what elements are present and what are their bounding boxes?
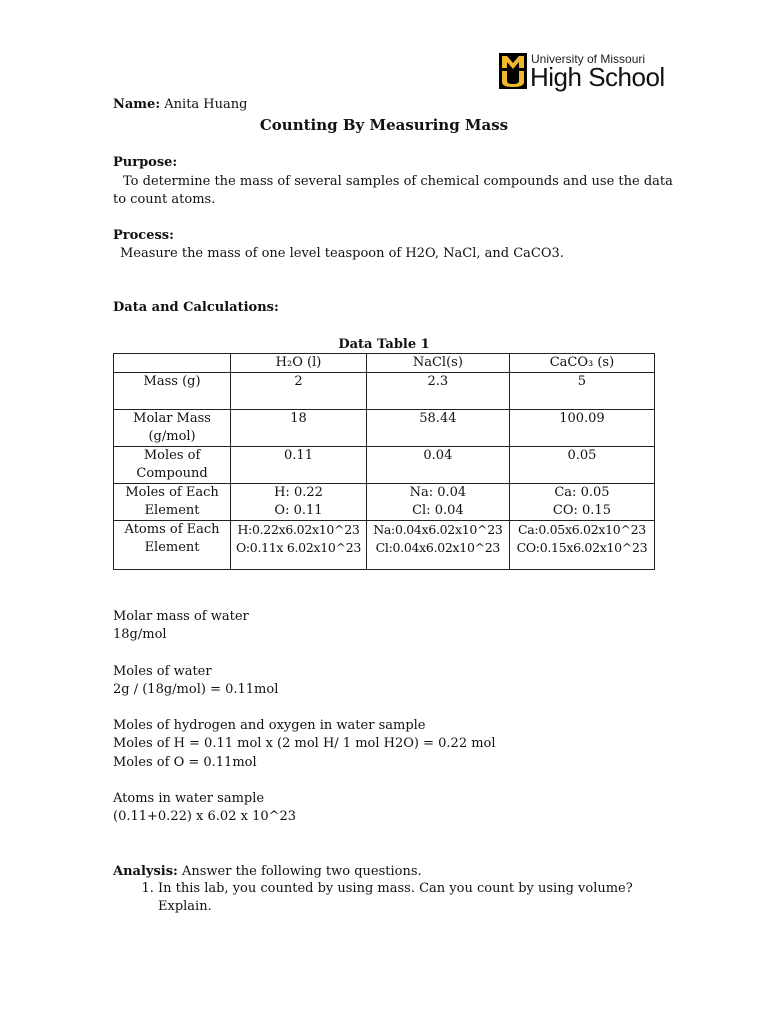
cell-line: CO: 0.15 [552, 503, 611, 518]
logo-university-text: University of Missouri [531, 52, 646, 66]
row-label [114, 484, 231, 521]
question-item [158, 880, 668, 916]
purpose-text-line1: To determine the mass of several samples of chemical compounds and use the data [123, 174, 673, 189]
cell-line: O: 0.11 [274, 503, 323, 518]
cell-line: Ca:0.05x6.02x10^23 [518, 522, 646, 537]
molar-mass-label: Molar mass of water [113, 609, 249, 624]
question-list [113, 880, 668, 916]
question-text-line1: 1. In this lab, you counted by using mass. Can you count by using volume? [158, 881, 633, 896]
table-cell [231, 410, 367, 447]
row-label-line: Molar Mass [133, 411, 211, 426]
cell-line: 58.44 [419, 411, 457, 426]
cell-line: Na:0.04x6.02x10^23 [373, 522, 503, 537]
name-label: Name: [113, 97, 161, 112]
row-label [114, 447, 231, 484]
cell-line: Na: 0.04 [409, 485, 467, 500]
school-logo [499, 52, 665, 92]
moles-water-label: Moles of water [113, 664, 212, 679]
row-label [114, 373, 231, 410]
analysis-intro: Answer the following two questions. [181, 864, 422, 879]
table-caption: Data Table 1 [338, 337, 430, 352]
purpose-heading: Purpose: [113, 155, 178, 170]
moles-ho-label: Moles of hydrogen and oxygen in water sample [113, 718, 426, 733]
table-row [114, 521, 655, 570]
atoms-value: (0.11+0.22) x 6.02 x 10^23 [113, 809, 297, 824]
row-label-line: Element [144, 503, 200, 518]
row-label-line: Moles of Each [125, 485, 219, 500]
table-row [114, 410, 655, 447]
cell-line: H:0.22x6.02x10^23 [237, 522, 360, 537]
row-label [114, 410, 231, 447]
table-cell [231, 373, 367, 410]
table-header-row [114, 354, 655, 373]
header-cell: NaCl(s) [366, 354, 509, 373]
table-cell [509, 373, 654, 410]
cell-line: 0.04 [423, 448, 453, 463]
row-label-line: (g/mol) [148, 429, 196, 444]
table-cell [366, 484, 509, 521]
page-title: Counting By Measuring Mass [259, 116, 509, 134]
table-cell [366, 447, 509, 484]
table-row [114, 447, 655, 484]
table-cell [366, 521, 509, 570]
table-cell [231, 484, 367, 521]
row-label-line: Compound [136, 466, 208, 481]
table-row [114, 373, 655, 410]
analysis-heading: Analysis: [113, 864, 178, 879]
process-text: Measure the mass of one level teaspoon of H2O, NaCl, and CaCO3. [120, 246, 564, 261]
cell-line: 18 [290, 411, 307, 426]
moles-o-line: Moles of O = 0.11mol [113, 755, 257, 770]
cell-line: Ca: 0.05 [554, 485, 610, 500]
table-row [114, 484, 655, 521]
logo-high-school-text: High School [530, 62, 665, 92]
table-cell [366, 373, 509, 410]
row-label-line: Atoms of Each [124, 522, 220, 537]
table-cell [509, 521, 654, 570]
name-value: Anita Huang [164, 97, 248, 112]
purpose-text-line2: to count atoms. [113, 192, 216, 207]
moles-h-line: Moles of H = 0.11 mol x (2 mol H/ 1 mol H2O) = 0.22 mol [113, 736, 496, 751]
analysis-line [113, 863, 422, 881]
row-label [114, 521, 231, 570]
header-cell: CaCO₃ (s) [509, 354, 654, 373]
student-name-line [113, 96, 247, 114]
table-cell [509, 410, 654, 447]
atoms-label: Atoms in water sample [113, 791, 265, 806]
cell-line: 0.05 [567, 448, 597, 463]
cell-line: 2 [294, 374, 303, 389]
header-cell [114, 354, 231, 373]
cell-line: 0.11 [284, 448, 313, 463]
data-table [113, 353, 655, 570]
data-heading: Data and Calculations: [113, 300, 279, 315]
cell-line: H: 0.22 [274, 485, 323, 500]
table-cell [231, 521, 367, 570]
question-text-line2: Explain. [158, 899, 212, 914]
cell-line: 5 [577, 374, 587, 389]
cell-line: Cl: 0.04 [412, 503, 464, 518]
moles-water-value: 2g / (18g/mol) = 0.11mol [113, 682, 279, 697]
table-cell [366, 410, 509, 447]
molar-mass-value: 18g/mol [113, 627, 167, 642]
row-label-line: Moles of [143, 448, 201, 463]
cell-line: 2.3 [427, 374, 449, 389]
table-cell [509, 447, 654, 484]
cell-line: CO:0.15x6.02x10^23 [516, 540, 648, 555]
cell-line: 100.09 [559, 411, 605, 426]
table-cell [509, 484, 654, 521]
row-label-line: Mass (g) [143, 374, 201, 389]
cell-line: Cl:0.04x6.02x10^23 [375, 540, 501, 555]
table-cell [231, 447, 367, 484]
process-heading: Process: [113, 228, 174, 243]
cell-line: O:0.11x 6.02x10^23 [235, 540, 362, 555]
header-cell: H₂O (l) [231, 354, 367, 373]
row-label-line: Element [144, 540, 200, 555]
mizzou-logo-icon [499, 53, 527, 89]
